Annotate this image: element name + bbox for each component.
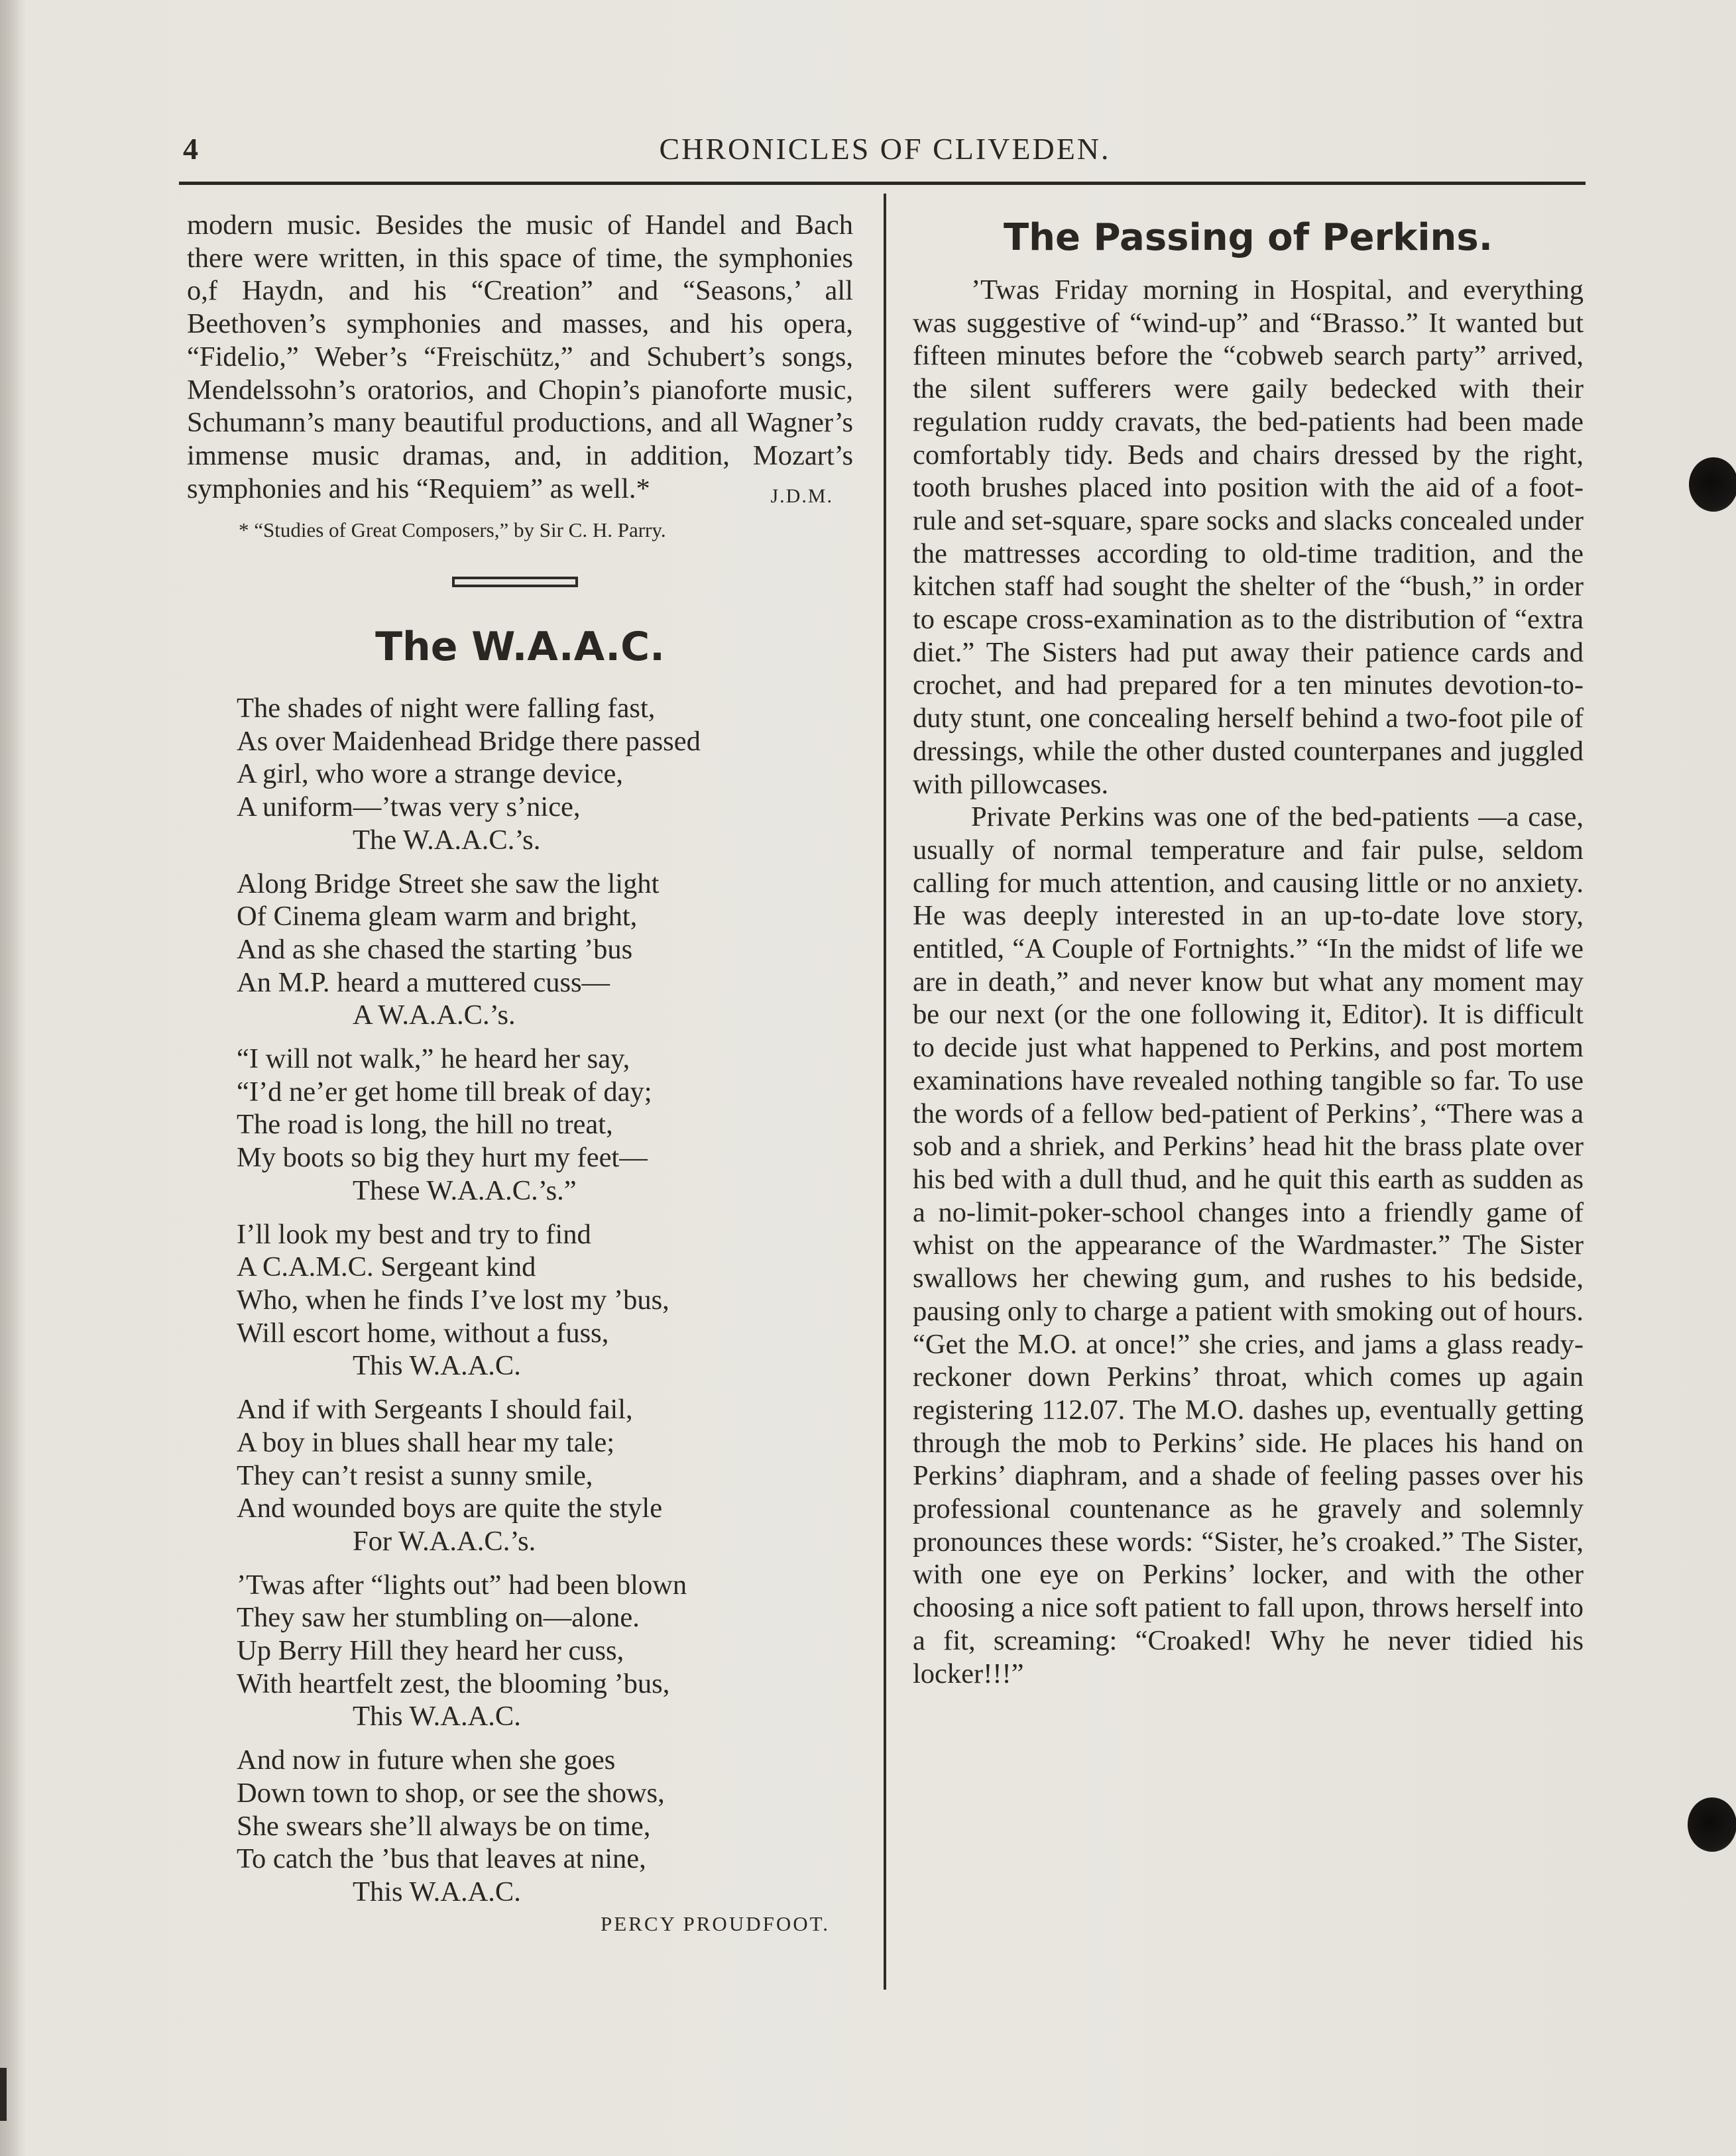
poem-line: She swears she’ll always be on time, <box>237 1810 651 1842</box>
poem-stanza <box>237 1569 853 1734</box>
poem-line: They can’t resist a sunny smile, <box>237 1459 593 1491</box>
poem-line: And as she chased the starting ’bus <box>237 933 633 965</box>
binder-hole-top <box>1689 457 1736 512</box>
poem-stanza <box>237 868 853 1033</box>
poem-refrain: A W.A.A.C.’s. <box>353 999 516 1031</box>
poem-line: A girl, who wore a strange device, <box>237 758 624 790</box>
footnote: * “Studies of Great Composers,” by Sir C. H. Parry. <box>239 518 666 542</box>
article-initials: J.D.M. <box>770 485 833 508</box>
poem-line: Along Bridge Street she saw the light <box>237 868 660 899</box>
poem-line: The road is long, the hill no treat, <box>237 1109 613 1141</box>
poem-line: Up Berry Hill they heard her cuss, <box>237 1635 624 1667</box>
poem-line: As over Maidenhead Bridge there passed <box>237 725 701 757</box>
poem-stanza <box>237 1744 853 1909</box>
poem-line: A uniform—’twas very s’nice, <box>237 791 581 823</box>
poem-refrain: This W.A.A.C. <box>353 1701 521 1732</box>
poem <box>187 692 853 1909</box>
poem-stanza <box>237 692 853 857</box>
article-title: The Passing of Perkins. <box>1003 216 1493 259</box>
page-edge-shadow <box>0 0 27 2156</box>
music-article-text: modern music. Besides the music of Handel and Bach there were written, in this space of time, the symphonies o,f Haydn, and his “Creation” and “Seasons,’ all Beethoven’s symphonies and masses, and his opera, “Fidelio,” Weber’s “Freischütz,” and Schubert’s songs, Mendelssohn’s oratorios, and Chopin’s pianoforte music, Schumann’s many beautiful productions, and all Wagner’s immense music dramas, and, in addition, Mozart’s symphonies and his “Requiem” as well.* <box>187 209 853 504</box>
poem-stanza <box>237 1218 853 1383</box>
poem-line: And now in future when she goes <box>237 1744 616 1776</box>
section-ornament <box>452 577 578 587</box>
poem-refrain: The W.A.A.C.’s. <box>353 824 541 856</box>
poem-line: To catch the ’bus that leaves at nine, <box>237 1843 646 1875</box>
article-paragraph-2: Private Perkins was one of the bed-patients —a case, usually of normal temperature and fair pulse, seldom calling for much attention, and causing little or no anxiety. He was deeply interested in an up-to-date love story, entitled, “A Couple of Fortnights.” “In the midst of life we are in death,” and never know but what any moment may be our next (or the one following it, Editor). It is difficult to decide just what happened to Perkins, and post mortem examinations have revealed nothing tangible so far. To use the words of a fellow bed-patient of Perkins’, “There was a sob and a shriek, and Perkins’ head hit the brass plate over his bed with a dull thud, and he quit this earth as sudden as a no-limit-poker-school changes into a friendly game of whist on the appearance of the Wardmaster.” The Sister swallows her chewing gum, and rushes to his bedside, pausing only to charge a patient with smoking out of hours. “Get the M.O. at once!” she cries, and jams a glass ready-reckoner down Perkins’ throat, which comes up again registering 112.07. The M.O. dashes up, eventually getting through the mob to Perkins’ side. He places his hand on Perkins’ diaphram, and a shade of feeling passes over his professional countenance as he gravely and solemnly pronounces these words: “Sister, he’s croaked.” The Sister, with one eye on Perkins’ locker, and with the other choosing a nice soft patient to fall upon, throws herself into a fit, screaming: “Croaked! Why he never tidied his locker!!!” <box>913 801 1584 1689</box>
page-number: 4 <box>183 132 198 166</box>
poem-line: And if with Sergeants I should fail, <box>237 1394 633 1426</box>
column-divider <box>884 194 886 1990</box>
poem-title: The W.A.A.C. <box>375 624 665 671</box>
article-paragraph-1: ’Twas Friday morning in Hospital, and everything was suggestive of “wind-up” and “Brasso.” It wanted but fifteen minutes before the “cobweb search party” arrived, the silent sufferers were gaily bedecked with their regulation ruddy cravats, the bed-patients had been made comfortably tidy. Beds and chairs dressed by the right, tooth brushes placed into position with the aid of a foot-rule and set-square, spare socks and slacks concealed under the mattresses according to old-time tradition, and the kitchen staff had sought the shelter of the “bush,” in order to escape cross-examination as to the distribution of “extra diet.” The Sisters had put away their patience cards and crochet, and had prepared for a ten minutes devotion-to-duty stunt, one concealing herself behind a two-foot pile of dressings, while the other dusted counterpanes and juggled with pillowcases. <box>913 274 1584 800</box>
poem-line: They saw her stumbling on—alone. <box>237 1602 640 1634</box>
poem-stanza <box>237 1043 853 1208</box>
poem-line: Of Cinema gleam warm and bright, <box>237 901 638 933</box>
left-column <box>187 209 853 1940</box>
page-header <box>179 126 1591 172</box>
poem-refrain: For W.A.A.C.’s. <box>353 1525 536 1557</box>
poem-line: “I will not walk,” he heard her say, <box>237 1043 630 1075</box>
poem-line: “I’d ne’er get home till break of day; <box>237 1076 652 1107</box>
poem-line: I’ll look my best and try to find <box>237 1218 591 1250</box>
poem-line: A boy in blues shall hear my tale; <box>237 1426 615 1458</box>
right-column <box>913 209 1584 1690</box>
poem-line: ’Twas after “lights out” had been blown <box>237 1569 687 1601</box>
music-article <box>187 209 853 505</box>
poem-refrain: These W.A.A.C.’s.” <box>353 1174 577 1206</box>
edge-mark <box>0 2068 7 2121</box>
header-rule <box>179 182 1586 185</box>
poem-refrain: This W.A.A.C. <box>353 1350 521 1382</box>
running-title: CHRONICLES OF CLIVEDEN. <box>659 132 1111 166</box>
poem-line: Will escort home, without a fuss, <box>237 1317 609 1349</box>
poem-line: My boots so big they hurt my feet— <box>237 1142 648 1174</box>
poem-line: With heartfelt zest, the blooming ’bus, <box>237 1668 670 1699</box>
poem-line: And wounded boys are quite the style <box>237 1493 663 1524</box>
poem-line: Who, when he finds I’ve lost my ’bus, <box>237 1284 669 1316</box>
poem-stanza <box>237 1393 853 1558</box>
poem-line: A C.A.M.C. Sergeant kind <box>237 1251 536 1283</box>
poem-line: An M.P. heard a muttered cuss— <box>237 966 610 998</box>
poem-line: The shades of night were falling fast, <box>237 693 656 724</box>
binder-hole-bottom <box>1688 1797 1736 1852</box>
poem-author: PERCY PROUDFOOT. <box>601 1911 830 1935</box>
poem-refrain: This W.A.A.C. <box>353 1876 521 1907</box>
poem-line: Down town to shop, or see the shows, <box>237 1777 665 1809</box>
